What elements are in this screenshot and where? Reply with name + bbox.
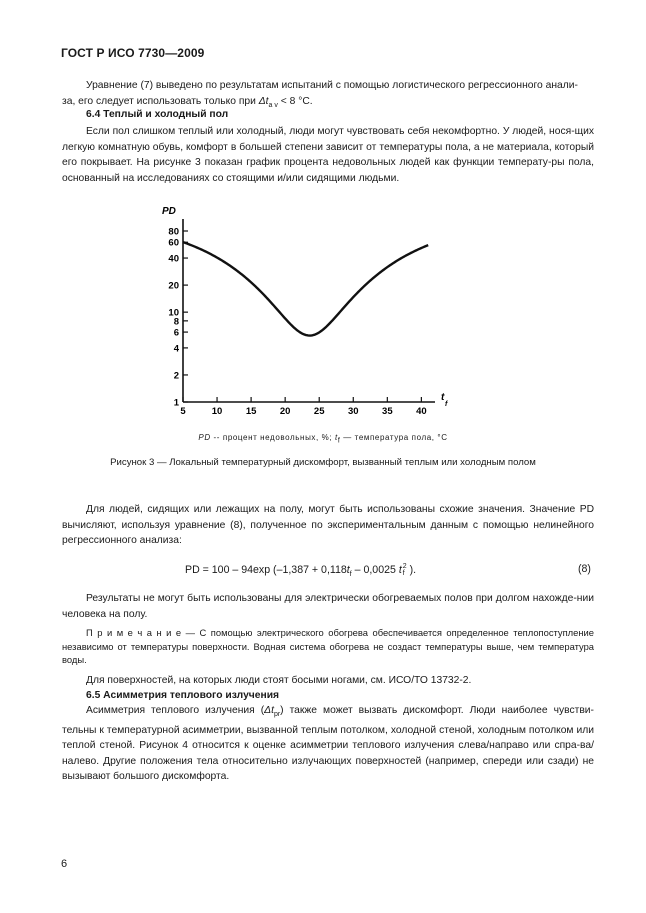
formula-part-b: – 0,0025 [351,563,396,576]
y-tick-label: 2 [173,370,179,382]
formula-t2: t [398,563,402,576]
x-axis-label-sub: f [445,401,448,408]
intro-condition: < 8 °C. [277,95,313,107]
y-tick-label: 6 [173,327,179,339]
formula-sup: 2 [402,563,407,570]
pd-curve [183,242,428,335]
y-tick-label: 10 [168,307,179,319]
x-axis-label: t [441,392,445,403]
delta-t-subscript: a v [268,101,278,109]
figure-legend [0,433,646,445]
x-tick-label: 10 [211,406,223,417]
paragraph-pd-values: Для людей, сидящих или лежащих на полу, могут быть использованы схожие значения. Значение PD вычисляют, используя уравнение (8), полученное по экспериментальным данным с помощью нелинейного регрессионного анализа: [62,504,594,546]
paragraph-results: Результаты не могут быть использованы для электрически обогреваемых полов при долгом нахожде-нии человека на полу. [62,593,594,620]
delta-tpr-subscript: pr [273,711,281,719]
y-tick-label: 60 [168,237,179,249]
y-tick-label: 80 [168,226,179,238]
formula-part-a: PD = 100 – 94exp (–1,387 + 0,118 [185,563,347,576]
note-text: — С помощью электрического обогрева обеспечивается определенное теплопоступление независимо от температуры поверхности. Водная система обогрева не создаст температуры выше, чем температура воды. [62,627,594,665]
note-label: П р и м е ч а н и е [86,627,182,638]
legend-pd: PD [198,433,211,442]
figure-caption: Рисунок 3 — Локальный температурный дискомфорт, вызванный теплым или холодным полом [110,457,536,468]
page-number: 6 [61,858,68,870]
formula-f2: f [402,570,405,577]
y-tick-label: 1 [173,397,179,409]
y-axis-label: PD [162,206,176,217]
note-block [62,626,594,667]
x-tick-label: 30 [347,406,359,417]
asym-text-pre: Асимметрия теплового излучения ( [86,705,265,716]
delta-tpr-symbol: Δt [264,705,274,716]
section-6-5-paragraph [62,703,594,785]
y-tick-label: 40 [168,253,179,265]
equation-8 [185,563,416,578]
delta-t-symbol: Δt [258,95,269,107]
document-header: ГОСТ Р ИСО 7730—2009 [61,46,205,60]
intro-line-1: Уравнение (7) выведено по результатам испытаний с помощью логистического регрессионного анали- [86,80,578,91]
legend-tf-sub: f [337,437,341,445]
formula-t1: t [346,563,350,576]
x-tick-label: 25 [313,406,325,417]
section-6-4-heading: 6.4 Теплый и холодный пол [86,109,229,120]
y-tick-label: 8 [173,316,179,328]
x-tick-label: 35 [382,406,393,417]
x-tick-label: 15 [245,406,257,417]
chart-plot-area [162,206,448,417]
equation-number: (8) [578,563,591,575]
formula-f1: f [349,570,352,578]
legend-tf: t [335,433,338,442]
figure-3-chart [150,195,450,425]
section-6-4-paragraph: Если пол слишком теплый или холодный, люди могут чувствовать себя некомфортно. У людей, нося-щих легкую комнатную обувь, комфорт в большей степени зависит от температуры пола, а не материала, который его покрывает. На рисунке 3 показан график процента недовольных людей как функции температу-ры пола, основанный на исследованиях со стоящими и/или сидящими людьми. [62,126,594,184]
legend-text-2: — температура пола, °C [340,433,448,442]
formula-part-c: ). [406,563,417,576]
section-6-5-heading: 6.5 Асимметрия теплового излучения [86,690,280,701]
x-tick-label: 40 [416,406,427,417]
intro-text: за, его следует использовать только при [62,95,259,107]
asym-text-post: ) также может вызвать дискомфорт. Люди наиболее чувстви-тельны к температурной асимметрии, вызванной теплым потолком, холодной стеной, холодным потолком или теплой стеной. Рисунок 4 относится к оценке асимметрии теплового излучения слева/направо или спра-ва/налево. Другие положения тела относительно излучающих поверхностей (например, спереди или сзади) не вызывают большого дискомфорта. [62,705,594,783]
x-tick-label: 20 [279,406,291,417]
x-tick-label: 5 [180,406,186,417]
intro-paragraph [62,78,594,113]
y-tick-label: 20 [168,280,179,292]
y-tick-label: 4 [173,343,179,355]
legend-text-1: -- процент недовольных, %; [210,433,336,442]
paragraph-bare-feet: Для поверхностей, на которых люди стоят босыми ногами, см. ИСО/ТО 13732-2. [86,675,472,686]
